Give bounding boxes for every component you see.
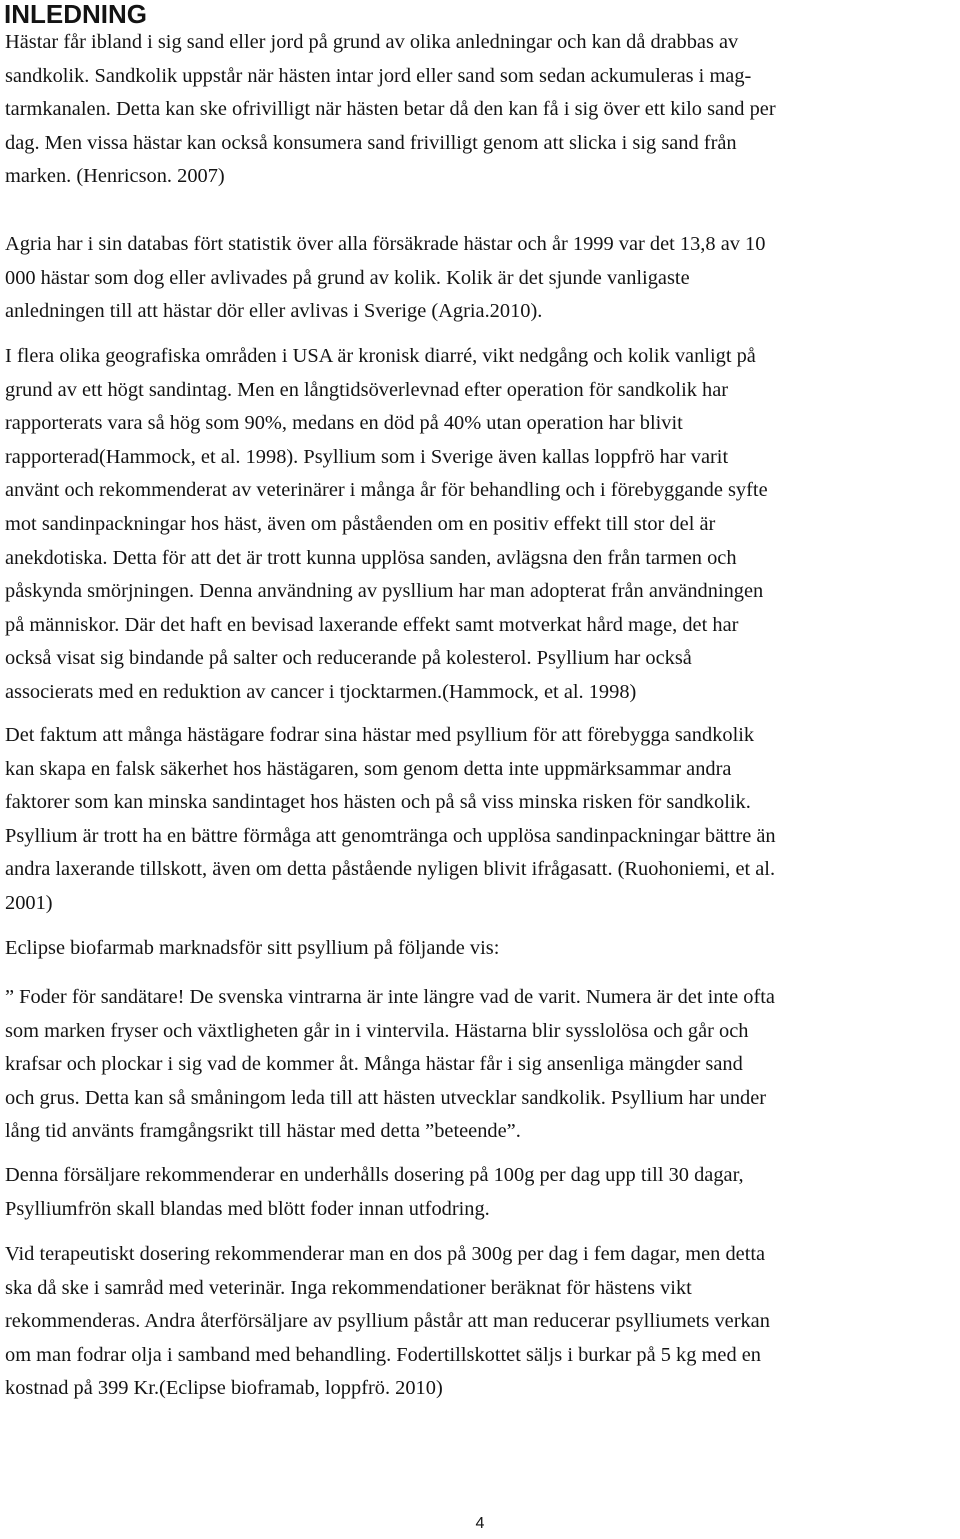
text-line: kan skapa en falsk säkerhet hos hästägaren, som genom detta inte uppmärksammar andra: [5, 757, 732, 780]
text-line: ” Foder för sandätare! De svenska vintrarna är inte längre vad de varit. Numera är det inte ofta: [5, 986, 775, 1008]
paragraph-agria: [5, 228, 960, 329]
text-line: krafsar och plockar i sig vad de kommer åt. Många hästar får i sig ansenliga mängder sand: [5, 1053, 743, 1076]
page-number: 4: [475, 1515, 485, 1532]
paragraph-intro: [5, 26, 960, 194]
text-line: också visat sig bindande på salter och reducerande på kolesterol. Psyllium har också: [5, 647, 692, 670]
text-line: sandkolik. Sandkolik uppstår när hästen intar jord eller sand som sedan ackumuleras i mag-: [5, 64, 752, 87]
text-line: Eclipse biofarmab marknadsför sitt psyllium på följande vis:: [5, 937, 500, 959]
text-line: Psyllium är trott ha en bättre förmåga att genomtränga och upplösa sandinpackningar bättre än: [5, 824, 776, 847]
text-line: rekommenderas. Andra återförsäljare av psyllium påstår att man reducerar psylliumets verkan: [5, 1310, 770, 1333]
text-line: rapporterats vara så hög som 90%, medans en död på 40% utan operation har blivit: [5, 412, 683, 435]
text-line: och grus. Detta kan så småningom leda till att hästen utvecklar sandkolik. Psyllium har under: [5, 1086, 767, 1109]
paragraph-usa: [5, 340, 960, 710]
text-line: ska då ske i samråd med veterinär. Inga rekommendationer beräknat för hästens vikt: [5, 1276, 692, 1299]
text-line: anekdotiska. Detta för att det är trott kunna upplösa sanden, avlägsna den från tarmen och: [5, 546, 737, 569]
paragraph-maintenance-dose: [5, 1159, 960, 1226]
page-heading: INLEDNING: [4, 0, 147, 29]
text-line: Agria har i sin databas fört statistik över alla försäkrade hästar och år 1999 var det 13,8 av 10: [5, 233, 766, 255]
text-line: faktorer som kan minska sandintaget hos hästen och på så viss minska risken för sandkolik.: [5, 791, 751, 814]
text-line: 000 hästar som dog eller avlivades på grund av kolik. Kolik är det sjunde vanligaste: [5, 266, 690, 289]
text-line: kostnad på 399 Kr.(Eclipse bioframab, loppfrö. 2010): [5, 1377, 443, 1400]
text-line: dag. Men vissa hästar kan också konsumera sand frivilligt genom att slicka i sig sand från: [5, 131, 737, 154]
text-line: mot sandinpackningar hos häst, även om påståenden om en positiv effekt till stor del är: [5, 512, 716, 535]
text-line: rapporterad(Hammock, et al. 1998). Psyllium som i Sverige även kallas loppfrö har varit: [5, 445, 729, 468]
text-line: på människor. Där det haft en bevisad laxerande effekt samt motverkat hård mage, det har: [5, 613, 739, 636]
text-line: använt och rekommenderat av veterinärer i många år för behandling och i förebyggande syfte: [5, 479, 768, 502]
text-line: andra laxerande tillskott, även om detta påstående nyligen blivit ifrågasatt. (Ruohoniemi, et al.: [5, 858, 776, 881]
text-line: grund av ett högt sandintag. Men en långtidsöverlevnad efter operation för sandkolik har: [5, 378, 729, 401]
text-line: Denna försäljare rekommenderar en underhålls dosering på 100g per dag upp till 30 dagar,: [5, 1164, 744, 1186]
paragraph-psyllium-owners: [5, 719, 960, 921]
text-line: associerats med en reduktion av cancer i tjocktarmen.(Hammock, et al. 1998): [5, 680, 637, 703]
text-line: Psylliumfrön skall blandas med blött foder innan utfodring.: [5, 1197, 490, 1220]
text-line: 2001): [5, 891, 53, 914]
text-line: marken. (Henricson. 2007): [5, 165, 225, 188]
text-line: lång tid använts framgångsrikt till hästar med detta ”beteende”.: [5, 1120, 521, 1143]
text-line: Hästar får ibland i sig sand eller jord på grund av olika anledningar och kan då drabbas av: [5, 31, 739, 53]
paragraph-therapeutic-dose: [5, 1238, 960, 1406]
text-line: I flera olika geografiska områden i USA är kronisk diarré, vikt nedgång och kolik vanligt på: [5, 345, 756, 367]
paragraph-eclipse-intro: [5, 932, 960, 966]
text-line: tarmkanalen. Detta kan ske ofrivilligt när hästen betar då den kan få i sig över ett kilo sand per: [5, 98, 776, 121]
text-line: om man fodrar olja i samband med behandling. Fodertillskottet säljs i burkar på 5 kg med en: [5, 1343, 761, 1366]
text-line: som marken fryser och växtligheten går in i vintervila. Hästarna blir sysslolösa och går och: [5, 1019, 749, 1042]
text-line: anledningen till att hästar dör eller avlivas i Sverige (Agria.2010).: [5, 300, 543, 323]
text-line: påskynda smörjningen. Denna användning av pysllium har man adopterat från användningen: [5, 580, 764, 603]
paragraph-quote: [5, 981, 960, 1149]
text-line: Det faktum att många hästägare fodrar sina hästar med psyllium för att förebygga sandkolik: [5, 724, 755, 746]
text-line: Vid terapeutiskt dosering rekommenderar man en dos på 300g per dag i fem dagar, men detta: [5, 1243, 766, 1265]
